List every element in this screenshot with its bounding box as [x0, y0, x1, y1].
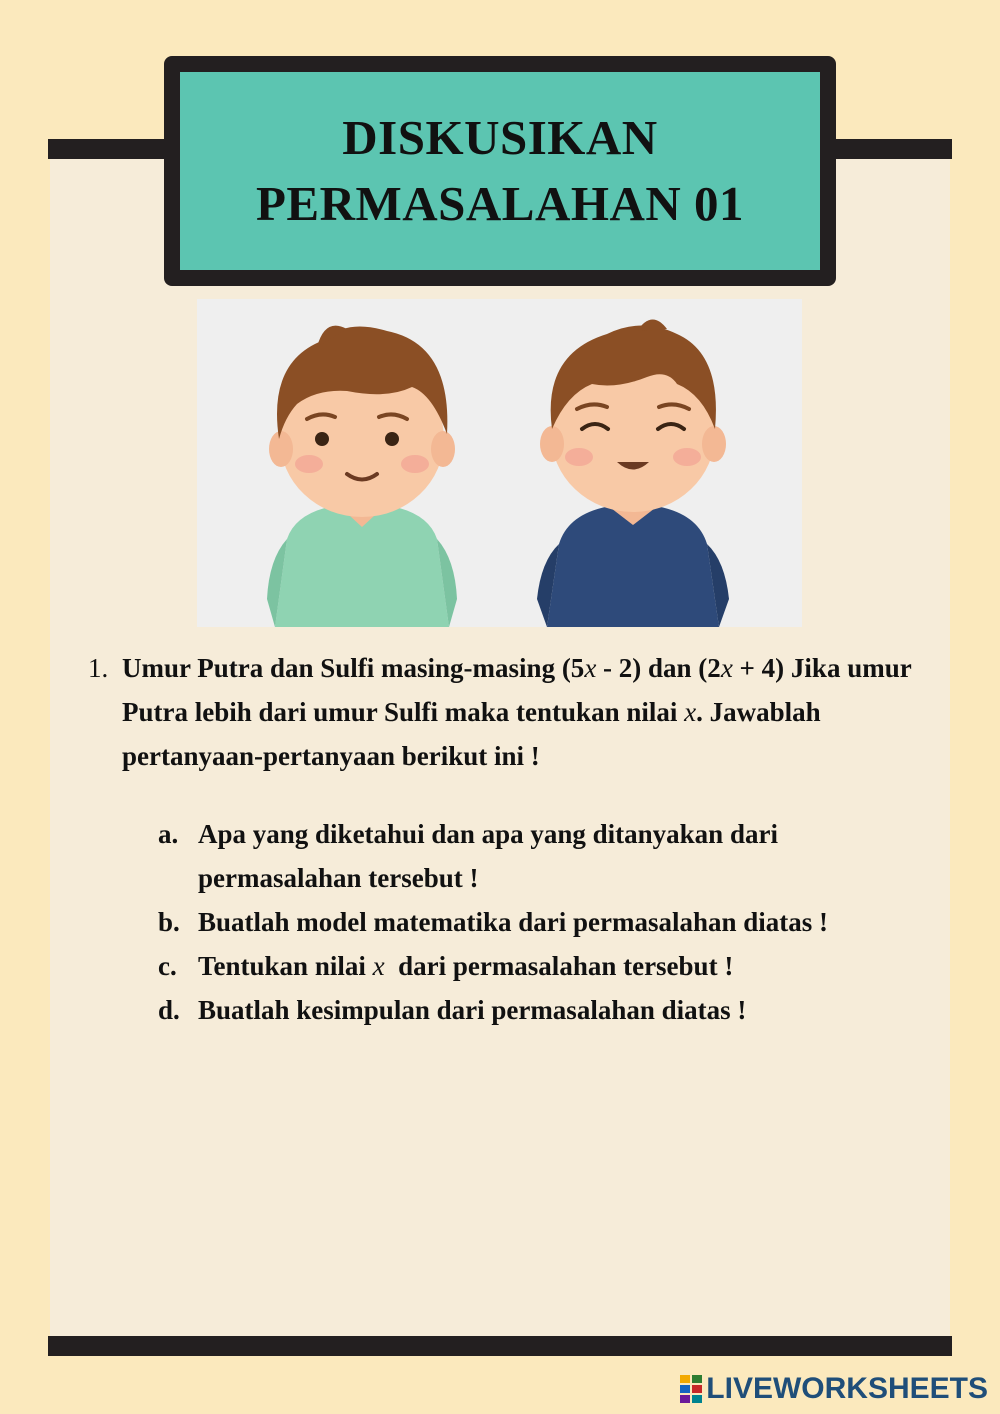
liveworksheets-logo-icon — [680, 1375, 702, 1403]
variable-x: x — [684, 697, 697, 727]
subquestion-label: b. — [158, 907, 180, 937]
variable-x: x — [720, 653, 733, 683]
subquestion-text-pre: Tentukan nilai — [198, 951, 373, 981]
subquestion-label: d. — [158, 995, 180, 1025]
liveworksheets-brand — [680, 1372, 988, 1406]
question-number: 1. — [88, 653, 109, 683]
variable-x: x — [372, 951, 385, 981]
subquestion-text: Apa yang diketahui dan apa yang ditanyakan dari permasalahan tersebut ! — [198, 819, 778, 893]
right-boy-figure — [537, 319, 729, 627]
subquestion-text-post: dari permasalahan tersebut ! — [384, 951, 734, 981]
subquestion-d — [158, 988, 928, 1032]
question-text-part-2: - 2) dan (2 — [596, 653, 721, 683]
subquestion-b — [158, 900, 928, 944]
subquestion-c — [158, 944, 928, 988]
title-inner — [180, 72, 820, 270]
subquestion-text: Buatlah model matematika dari permasalahan diatas ! — [198, 907, 829, 937]
subquestion-label: a. — [158, 819, 179, 849]
question-text-part-1: Umur Putra dan Sulfi masing-masing (5 — [122, 653, 585, 683]
question-text-part-3: + 4) Jika umur Putra lebih dari umur Sulfi maka tentukan nilai — [122, 653, 912, 727]
subquestion-label: c. — [158, 951, 177, 981]
two-boys-illustration — [197, 299, 802, 627]
bottom-divider-bar — [48, 1336, 952, 1356]
variable-x: x — [584, 653, 597, 683]
question-1 — [88, 646, 918, 778]
subquestion-list — [158, 812, 928, 1032]
subquestion-text: Buatlah kesimpulan dari permasalahan diatas ! — [198, 995, 747, 1025]
left-boy-figure — [267, 326, 457, 627]
question-text — [122, 646, 918, 778]
brand-name: LIVEWORKSHEETS — [706, 1372, 988, 1405]
subquestion-a — [158, 812, 928, 900]
page-title-line-2: PERMASALAHAN 01 — [256, 176, 744, 231]
question-text-part-4: . Jawablah pertanyaan-pertanyaan berikut ini ! — [122, 697, 821, 771]
page-title-line-1: DISKUSIKAN — [342, 110, 658, 165]
title-box — [164, 56, 836, 286]
